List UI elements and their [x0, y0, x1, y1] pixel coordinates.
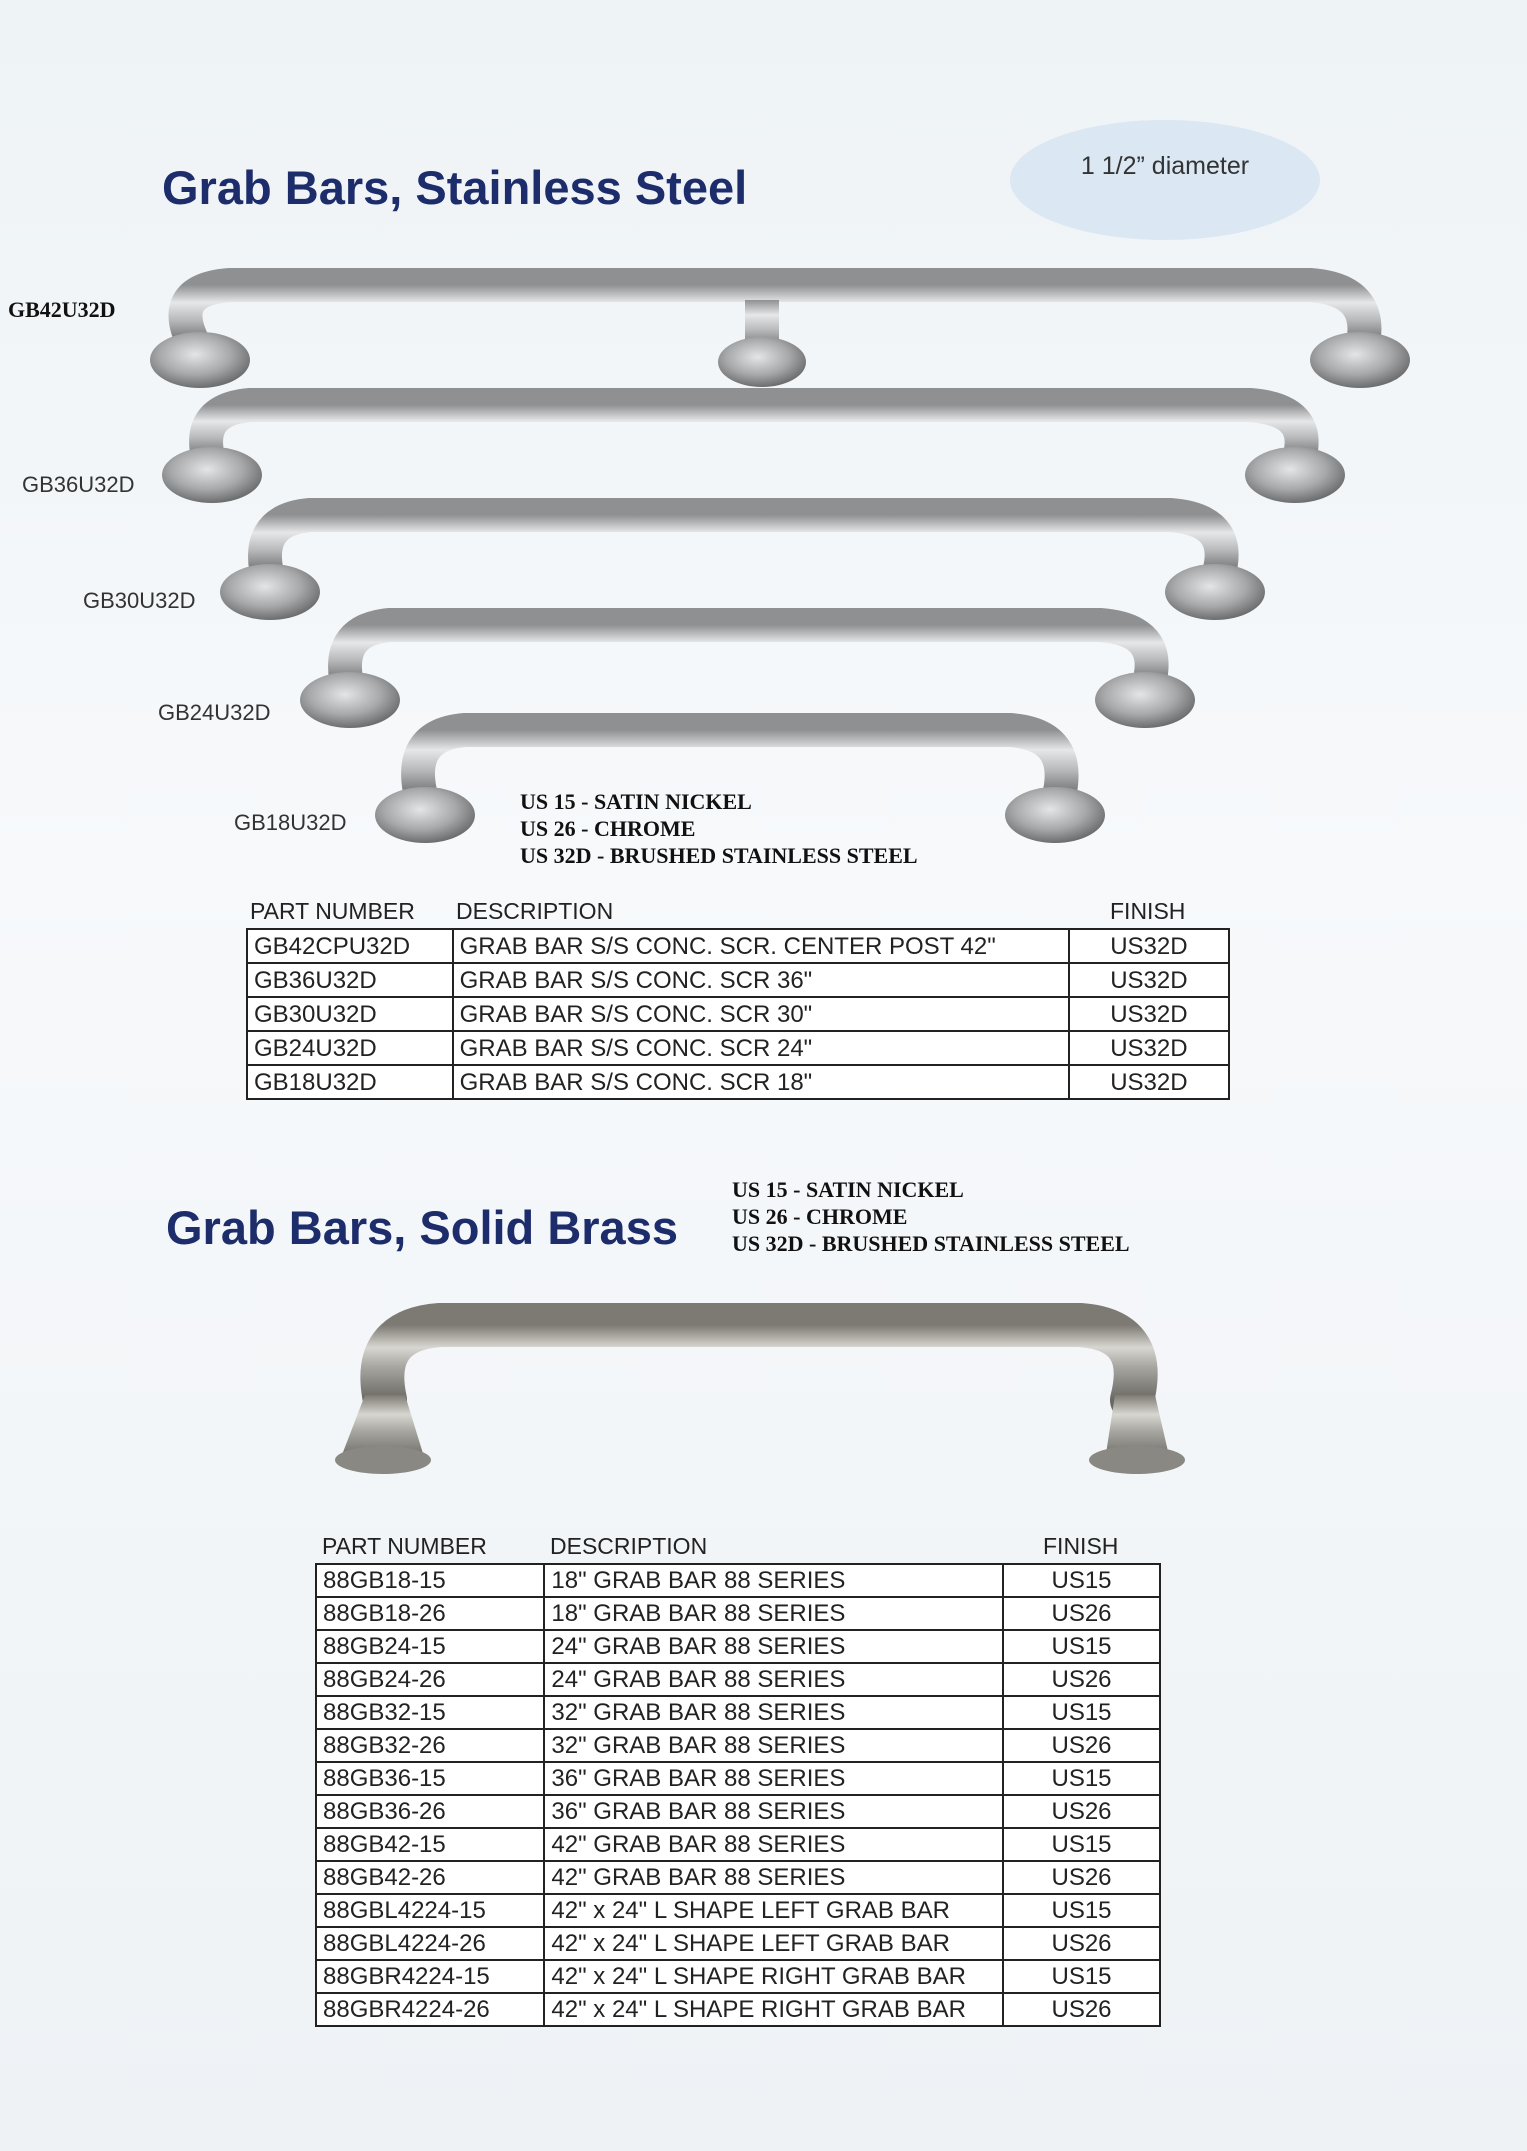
- finish-cell: US26: [1003, 1597, 1160, 1630]
- table-row: [247, 1065, 1229, 1099]
- finish-cell: US15: [1003, 1564, 1160, 1597]
- table1-header-part: PART NUMBER: [250, 898, 415, 924]
- grab-bar-36-image: [162, 405, 1345, 503]
- part-number-cell: 88GB36-15: [316, 1762, 544, 1795]
- description-cell: 24" GRAB BAR 88 SERIES: [544, 1630, 1003, 1663]
- part-number-cell: 88GB24-26: [316, 1663, 544, 1696]
- table-row: [316, 1861, 1160, 1894]
- finish-cell: US15: [1003, 1696, 1160, 1729]
- part-number-cell: 88GB42-26: [316, 1861, 544, 1894]
- description-cell: 42" x 24" L SHAPE RIGHT GRAB BAR: [544, 1960, 1003, 1993]
- stainless-section-title: Grab Bars, Stainless Steel: [162, 161, 748, 214]
- part-number-cell: GB30U32D: [247, 997, 453, 1031]
- bar-label-gb42: GB42U32D: [8, 297, 116, 322]
- table-row: [316, 1564, 1160, 1597]
- description-cell: 18" GRAB BAR 88 SERIES: [544, 1564, 1003, 1597]
- finish-cell: US15: [1003, 1828, 1160, 1861]
- stainless-parts-table: [246, 928, 1230, 1100]
- part-number-cell: 88GB32-15: [316, 1696, 544, 1729]
- part-number-cell: 88GBL4224-26: [316, 1927, 544, 1960]
- finish-cell: US32D: [1069, 997, 1229, 1031]
- table-row: [247, 963, 1229, 997]
- description-cell: GRAB BAR S/S CONC. SCR. CENTER POST 42": [453, 929, 1069, 963]
- bar-label-gb24: GB24U32D: [158, 700, 271, 725]
- diameter-note: 1 1/2” diameter: [1080, 151, 1250, 180]
- description-cell: GRAB BAR S/S CONC. SCR 24": [453, 1031, 1069, 1065]
- description-cell: GRAB BAR S/S CONC. SCR 30": [453, 997, 1069, 1031]
- part-number-cell: GB36U32D: [247, 963, 453, 997]
- brass-grab-bar-image: [335, 1325, 1185, 1474]
- grab-bar-24-image: [300, 625, 1195, 728]
- description-cell: 42" x 24" L SHAPE RIGHT GRAB BAR: [544, 1993, 1003, 2026]
- finish-note: US 32D - BRUSHED STAINLESS STEEL: [732, 1231, 1130, 1256]
- stainless-finish-notes: [520, 788, 918, 869]
- description-cell: 36" GRAB BAR 88 SERIES: [544, 1795, 1003, 1828]
- part-number-cell: 88GB24-15: [316, 1630, 544, 1663]
- table-row: [247, 929, 1229, 963]
- finish-cell: US32D: [1069, 1031, 1229, 1065]
- table-row: [247, 1031, 1229, 1065]
- bar-label-gb18: GB18U32D: [234, 810, 347, 835]
- finish-cell: US26: [1003, 1861, 1160, 1894]
- part-number-cell: 88GBR4224-26: [316, 1993, 544, 2026]
- finish-note: US 26 - CHROME: [520, 816, 696, 841]
- table2-header-description: DESCRIPTION: [550, 1533, 708, 1559]
- table1-header-description: DESCRIPTION: [456, 898, 614, 924]
- finish-cell: US32D: [1069, 929, 1229, 963]
- part-number-cell: 88GBR4224-15: [316, 1960, 544, 1993]
- finish-note: US 15 - SATIN NICKEL: [520, 789, 752, 814]
- table-row: [316, 1630, 1160, 1663]
- brass-parts-table: [315, 1563, 1161, 2027]
- finish-cell: US26: [1003, 1729, 1160, 1762]
- description-cell: 36" GRAB BAR 88 SERIES: [544, 1762, 1003, 1795]
- table-row: [316, 1663, 1160, 1696]
- table-row: [316, 1795, 1160, 1828]
- table1-header-finish: FINISH: [1110, 898, 1186, 924]
- finish-note: US 15 - SATIN NICKEL: [732, 1177, 964, 1202]
- table2-header-part: PART NUMBER: [322, 1533, 487, 1559]
- table-row: [316, 1597, 1160, 1630]
- finish-cell: US26: [1003, 1993, 1160, 2026]
- part-number-cell: 88GB32-26: [316, 1729, 544, 1762]
- part-number-cell: GB18U32D: [247, 1065, 453, 1099]
- finish-cell: US15: [1003, 1960, 1160, 1993]
- table-row: [316, 1696, 1160, 1729]
- part-number-cell: 88GB36-26: [316, 1795, 544, 1828]
- finish-cell: US15: [1003, 1894, 1160, 1927]
- table2-header-finish: FINISH: [1043, 1533, 1119, 1559]
- table-row: [316, 1762, 1160, 1795]
- finish-cell: US26: [1003, 1795, 1160, 1828]
- table-row: [316, 1993, 1160, 2026]
- finish-cell: US32D: [1069, 963, 1229, 997]
- bar-label-gb36: GB36U32D: [22, 472, 135, 497]
- table-row: [316, 1894, 1160, 1927]
- brass-section-title: Grab Bars, Solid Brass: [166, 1201, 678, 1254]
- part-number-cell: GB24U32D: [247, 1031, 453, 1065]
- description-cell: 42" x 24" L SHAPE LEFT GRAB BAR: [544, 1894, 1003, 1927]
- table-row: [316, 1828, 1160, 1861]
- finish-cell: US26: [1003, 1663, 1160, 1696]
- description-cell: 32" GRAB BAR 88 SERIES: [544, 1729, 1003, 1762]
- description-cell: 42" GRAB BAR 88 SERIES: [544, 1828, 1003, 1861]
- description-cell: 32" GRAB BAR 88 SERIES: [544, 1696, 1003, 1729]
- table-row: [316, 1729, 1160, 1762]
- finish-note: US 32D - BRUSHED STAINLESS STEEL: [520, 843, 918, 868]
- table-row: [316, 1960, 1160, 1993]
- bar-label-gb30: GB30U32D: [83, 588, 196, 613]
- finish-cell: US15: [1003, 1762, 1160, 1795]
- finish-cell: US15: [1003, 1630, 1160, 1663]
- part-number-cell: 88GB18-26: [316, 1597, 544, 1630]
- description-cell: 42" x 24" L SHAPE LEFT GRAB BAR: [544, 1927, 1003, 1960]
- grab-bar-30-image: [220, 515, 1265, 620]
- description-cell: 42" GRAB BAR 88 SERIES: [544, 1861, 1003, 1894]
- part-number-cell: 88GBL4224-15: [316, 1894, 544, 1927]
- part-number-cell: GB42CPU32D: [247, 929, 453, 963]
- part-number-cell: 88GB18-15: [316, 1564, 544, 1597]
- table-row: [247, 997, 1229, 1031]
- description-cell: GRAB BAR S/S CONC. SCR 36": [453, 963, 1069, 997]
- brass-finish-notes: [732, 1176, 1130, 1257]
- grab-bar-42-image: [150, 285, 1410, 388]
- finish-note: US 26 - CHROME: [732, 1204, 908, 1229]
- description-cell: 24" GRAB BAR 88 SERIES: [544, 1663, 1003, 1696]
- description-cell: GRAB BAR S/S CONC. SCR 18": [453, 1065, 1069, 1099]
- part-number-cell: 88GB42-15: [316, 1828, 544, 1861]
- finish-cell: US26: [1003, 1927, 1160, 1960]
- description-cell: 18" GRAB BAR 88 SERIES: [544, 1597, 1003, 1630]
- finish-cell: US32D: [1069, 1065, 1229, 1099]
- table-row: [316, 1927, 1160, 1960]
